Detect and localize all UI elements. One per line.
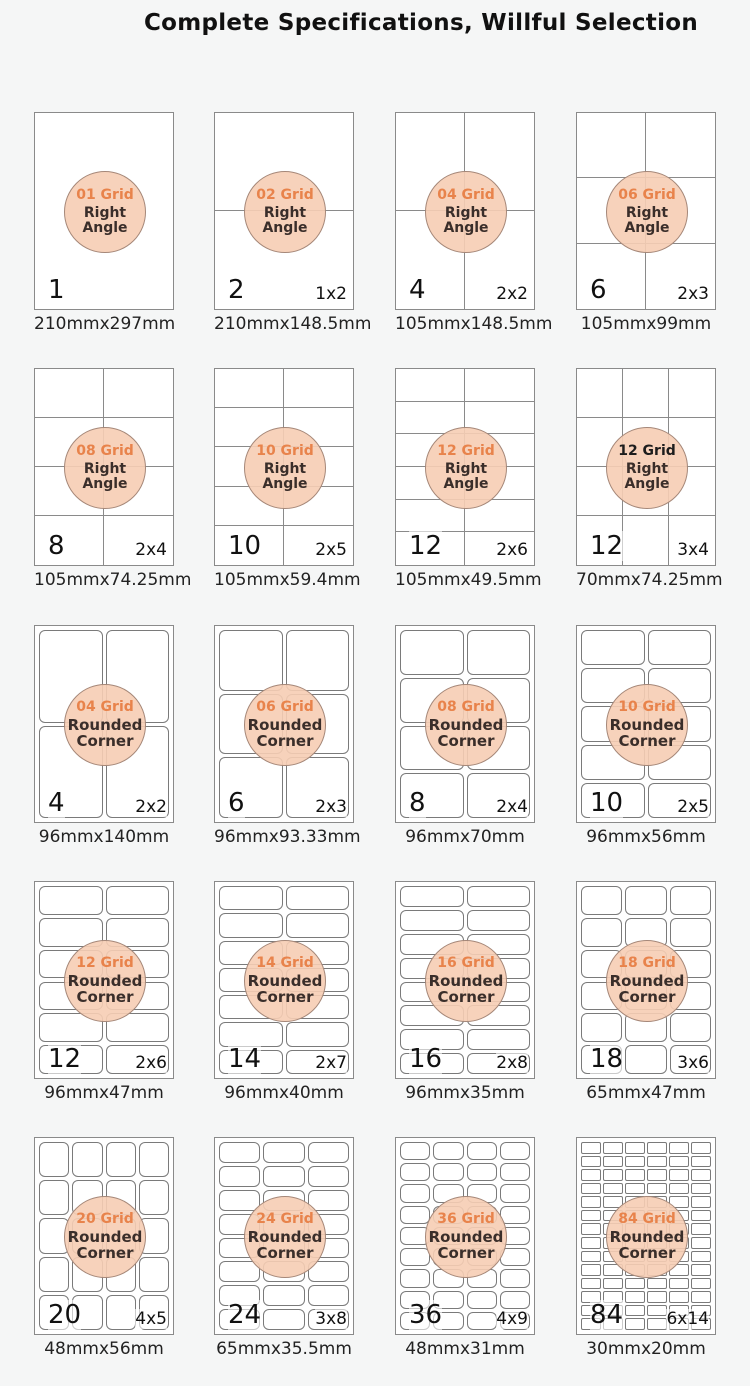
- label-count: 6: [590, 275, 607, 305]
- label-cell: [581, 1142, 601, 1154]
- page-title: Complete Specifications, Willful Selection: [143, 10, 699, 36]
- label-cell: [625, 1278, 645, 1290]
- label-cell: [400, 1184, 430, 1202]
- sheet-preview: [34, 368, 174, 566]
- label-spec-card[interactable]: [214, 368, 361, 590]
- label-cell: [670, 886, 711, 915]
- label-spec-card[interactable]: [395, 368, 542, 590]
- label-cell: [308, 1285, 349, 1306]
- label-size: 96mmx47mm: [44, 1083, 164, 1103]
- grid-badge: [606, 427, 688, 509]
- label-cell: [400, 1248, 430, 1266]
- corner-type-label: Rounded Corner: [247, 1228, 323, 1262]
- grid-label: 06 Grid: [256, 699, 314, 716]
- label-cell: [670, 1013, 711, 1042]
- label-cell: [104, 369, 173, 418]
- label-cell: [219, 1190, 260, 1211]
- label-cell: [691, 1169, 711, 1181]
- label-cell: [603, 1183, 623, 1195]
- grid-badge: [64, 940, 146, 1022]
- label-cell: [691, 1278, 711, 1290]
- label-cell: [647, 1318, 667, 1330]
- sheet-preview: [214, 1137, 354, 1335]
- sheet-preview: [576, 625, 716, 823]
- label-cell: [581, 630, 645, 665]
- label-cell: [691, 1142, 711, 1154]
- label-count: 8: [409, 788, 426, 818]
- label-cell: [219, 1166, 260, 1187]
- label-cell: [625, 1045, 666, 1074]
- label-spec-card[interactable]: [214, 881, 354, 1103]
- label-cell: [139, 1257, 169, 1292]
- label-cell: [500, 1163, 530, 1181]
- label-spec-card[interactable]: [34, 368, 192, 590]
- grid-label: 08 Grid: [437, 699, 495, 716]
- label-cell: [577, 244, 646, 309]
- grid-layout: 3x4: [677, 540, 709, 560]
- label-size: 96mmx93.33mm: [214, 827, 361, 847]
- label-cell: [467, 630, 531, 675]
- grid-label: 84 Grid: [618, 1211, 676, 1228]
- label-cell: [396, 369, 465, 402]
- label-cell: [577, 113, 646, 178]
- label-spec-card[interactable]: [395, 112, 553, 334]
- corner-type-label: Right Angle: [443, 205, 489, 236]
- label-cell: [581, 1278, 601, 1290]
- label-cell: [400, 1269, 430, 1287]
- label-count: 4: [48, 788, 65, 818]
- label-cell: [603, 1169, 623, 1181]
- label-size: 96mmx56mm: [586, 827, 706, 847]
- label-cell: [581, 1251, 601, 1263]
- label-cell: [35, 516, 104, 565]
- label-cell: [500, 1269, 530, 1287]
- grid-badge: [425, 940, 507, 1022]
- sheet-preview: [34, 625, 174, 823]
- label-count: 2: [228, 275, 245, 305]
- grid-badge: [425, 1196, 507, 1278]
- label-cell: [625, 1156, 645, 1168]
- sheet-preview: [395, 625, 535, 823]
- label-cell: [669, 1291, 689, 1303]
- corner-type-label: Rounded Corner: [67, 972, 143, 1006]
- label-cell: [691, 1196, 711, 1208]
- label-cell: [35, 369, 104, 418]
- label-cell: [500, 1291, 530, 1309]
- label-cell: [106, 1295, 136, 1330]
- label-cell: [625, 1169, 645, 1181]
- label-count: 10: [228, 531, 262, 561]
- label-cell: [219, 886, 283, 910]
- label-cell: [219, 630, 283, 691]
- grid-label: 08 Grid: [76, 443, 134, 460]
- corner-type-label: Rounded Corner: [428, 1228, 504, 1262]
- label-cell: [467, 1029, 531, 1050]
- label-cell: [669, 1142, 689, 1154]
- label-cell: [669, 1183, 689, 1195]
- label-size: 48mmx56mm: [44, 1339, 164, 1359]
- grid-badge: [64, 684, 146, 766]
- label-cell: [286, 630, 350, 691]
- label-cell: [467, 1142, 497, 1160]
- grid-badge: [64, 171, 146, 253]
- sheet-preview: [214, 112, 354, 310]
- label-count: 24: [228, 1300, 262, 1330]
- label-size: 105mmx49.5mm: [395, 570, 542, 590]
- grid-badge: [606, 940, 688, 1022]
- label-size: 96mmx140mm: [38, 827, 170, 847]
- grid-layout: 6x14: [666, 1309, 709, 1329]
- grid-layout: 2x7: [315, 1053, 347, 1073]
- grid-label: 10 Grid: [256, 443, 314, 460]
- label-spec-card[interactable]: [576, 112, 716, 334]
- label-cell: [670, 918, 711, 947]
- corner-type-label: Right Angle: [443, 461, 489, 492]
- grid-label: 20 Grid: [76, 1211, 134, 1228]
- label-cell: [263, 1166, 304, 1187]
- grid-label: 04 Grid: [437, 187, 495, 204]
- label-cell: [603, 1142, 623, 1154]
- label-cell: [581, 886, 622, 915]
- corner-type-label: Right Angle: [82, 461, 128, 492]
- label-cell: [669, 1278, 689, 1290]
- label-cell: [603, 1156, 623, 1168]
- label-cell: [648, 630, 712, 665]
- label-cell: [581, 1210, 601, 1222]
- label-cell: [433, 1142, 463, 1160]
- label-cell: [39, 886, 103, 915]
- label-count: 18: [590, 1044, 624, 1074]
- label-cell: [581, 1237, 601, 1249]
- grid-layout: 2x3: [315, 797, 347, 817]
- grid-layout: 2x6: [135, 1053, 167, 1073]
- grid-label: 12 Grid: [76, 955, 134, 972]
- label-cell: [577, 369, 623, 418]
- label-cell: [581, 1156, 601, 1168]
- grid-badge: [244, 427, 326, 509]
- label-cell: [581, 1264, 601, 1276]
- label-size: 48mmx31mm: [405, 1339, 525, 1359]
- corner-type-label: Rounded Corner: [247, 972, 323, 1006]
- label-cell: [139, 1180, 169, 1215]
- label-cell: [581, 1223, 601, 1235]
- label-cell: [400, 910, 464, 931]
- grid-badge: [606, 171, 688, 253]
- grid-layout: 2x5: [315, 540, 347, 560]
- label-cell: [219, 913, 283, 937]
- grid-label: 14 Grid: [256, 955, 314, 972]
- grid-layout: 1x2: [315, 284, 347, 304]
- label-cell: [106, 886, 170, 915]
- label-cell: [219, 1142, 260, 1163]
- label-spec-card[interactable]: [395, 1137, 535, 1359]
- sheet-preview: [395, 368, 535, 566]
- label-size: 105mmx99mm: [580, 314, 712, 334]
- label-cell: [623, 369, 669, 418]
- label-size: 210mmx297mm: [34, 314, 176, 334]
- grid-badge: [244, 1196, 326, 1278]
- label-cell: [625, 1183, 645, 1195]
- label-cell: [581, 918, 622, 947]
- grid-label: 01 Grid: [76, 187, 134, 204]
- label-cell: [691, 1291, 711, 1303]
- label-cell: [603, 1278, 623, 1290]
- label-cell: [433, 1163, 463, 1181]
- label-cell: [467, 1312, 497, 1330]
- sheet-preview: [34, 112, 174, 310]
- grid-label: 06 Grid: [618, 187, 676, 204]
- label-cell: [691, 1251, 711, 1263]
- sheet-preview: [214, 368, 354, 566]
- corner-type-label: Rounded Corner: [609, 972, 685, 1006]
- label-cell: [581, 1183, 601, 1195]
- sheet-preview: [214, 881, 354, 1079]
- label-size: 96mmx35mm: [405, 1083, 525, 1103]
- grid-label: 12 Grid: [618, 443, 676, 460]
- label-cell: [669, 1169, 689, 1181]
- label-cell: [308, 1166, 349, 1187]
- sheet-preview: [395, 112, 535, 310]
- label-cell: [646, 113, 715, 178]
- label-cell: [400, 1142, 430, 1160]
- label-count: 8: [48, 531, 65, 561]
- grid-badge: [244, 684, 326, 766]
- label-cell: [500, 1206, 530, 1224]
- label-cell: [400, 1163, 430, 1181]
- grid-layout: 4x9: [496, 1309, 528, 1329]
- label-cell: [647, 1305, 667, 1317]
- label-spec-card[interactable]: [576, 881, 716, 1103]
- corner-type-label: Rounded Corner: [428, 972, 504, 1006]
- corner-type-label: Right Angle: [624, 461, 670, 492]
- label-spec-card[interactable]: [214, 112, 372, 334]
- grid-layout: 2x4: [135, 540, 167, 560]
- label-cell: [465, 369, 534, 402]
- label-cell: [39, 1257, 69, 1292]
- label-cell: [500, 1184, 530, 1202]
- label-spec-card[interactable]: [214, 1137, 354, 1359]
- label-cell: [691, 1223, 711, 1235]
- label-count: 14: [228, 1044, 262, 1074]
- label-cell: [500, 1142, 530, 1160]
- label-cell: [581, 1013, 622, 1042]
- grid-layout: 2x3: [677, 284, 709, 304]
- grid-label: 12 Grid: [437, 443, 495, 460]
- corner-type-label: Right Angle: [82, 205, 128, 236]
- label-cell: [263, 1142, 304, 1163]
- label-count: 10: [590, 788, 624, 818]
- label-spec-card[interactable]: [576, 368, 723, 590]
- label-count: 12: [409, 531, 443, 561]
- label-cell: [106, 1142, 136, 1177]
- label-count: 16: [409, 1044, 443, 1074]
- label-spec-card[interactable]: [576, 625, 716, 847]
- corner-type-label: Rounded Corner: [428, 716, 504, 750]
- label-cell: [581, 1169, 601, 1181]
- label-count: 20: [48, 1300, 82, 1330]
- sheet-preview: [395, 1137, 535, 1335]
- corner-type-label: Right Angle: [624, 205, 670, 236]
- corner-type-label: Rounded Corner: [609, 1228, 685, 1262]
- sheet-preview: [576, 1137, 716, 1335]
- label-size: 105mmx148.5mm: [395, 314, 553, 334]
- label-spec-card[interactable]: [576, 1137, 716, 1359]
- sheet-preview: [34, 1137, 174, 1335]
- grid-layout: 2x5: [677, 797, 709, 817]
- label-cell: [263, 1309, 304, 1330]
- sheet-preview: [395, 881, 535, 1079]
- label-cell: [647, 1169, 667, 1181]
- corner-type-label: Rounded Corner: [609, 716, 685, 750]
- label-cell: [467, 910, 531, 931]
- sheet-preview: [576, 112, 716, 310]
- grid-layout: 2x8: [496, 1053, 528, 1073]
- label-cell: [691, 1210, 711, 1222]
- grid-badge: [244, 171, 326, 253]
- label-cell: [647, 1142, 667, 1154]
- grid-label: 24 Grid: [256, 1211, 314, 1228]
- label-cell: [625, 886, 666, 915]
- label-cell: [467, 886, 531, 907]
- label-cell: [647, 1278, 667, 1290]
- grid-layout: 2x4: [496, 797, 528, 817]
- label-cell: [286, 913, 350, 937]
- grid-label: 02 Grid: [256, 187, 314, 204]
- label-cell: [308, 1142, 349, 1163]
- label-cell: [400, 630, 464, 675]
- corner-type-label: Right Angle: [262, 205, 308, 236]
- grid-badge: [425, 427, 507, 509]
- label-size: 210mmx148.5mm: [214, 314, 372, 334]
- label-cell: [691, 1237, 711, 1249]
- label-cell: [647, 1183, 667, 1195]
- label-size: 30mmx20mm: [586, 1339, 706, 1359]
- corner-type-label: Rounded Corner: [67, 1228, 143, 1262]
- label-cell: [625, 1305, 645, 1317]
- label-cell: [467, 1291, 497, 1309]
- label-spec-card[interactable]: [34, 881, 174, 1103]
- label-size: 96mmx40mm: [224, 1083, 344, 1103]
- label-spec-card[interactable]: [34, 112, 174, 334]
- grid-label: 36 Grid: [437, 1211, 495, 1228]
- label-cell: [625, 1142, 645, 1154]
- label-cell: [263, 1285, 304, 1306]
- label-cell: [647, 1291, 667, 1303]
- label-spec-card[interactable]: [395, 881, 535, 1103]
- label-cell: [581, 1196, 601, 1208]
- label-cell: [286, 886, 350, 910]
- grid-badge: [606, 684, 688, 766]
- label-count: 12: [590, 531, 624, 561]
- grid-layout: 2x2: [496, 284, 528, 304]
- label-cell: [669, 369, 715, 418]
- label-size: 105mmx59.4mm: [214, 570, 361, 590]
- grid-badge: [64, 427, 146, 509]
- label-cell: [72, 1142, 102, 1177]
- label-cell: [467, 1163, 497, 1181]
- grid-label: 10 Grid: [618, 699, 676, 716]
- label-spec-card[interactable]: [214, 625, 361, 847]
- label-cell: [691, 1156, 711, 1168]
- grid-layout: 3x6: [677, 1053, 709, 1073]
- label-count: 84: [590, 1300, 624, 1330]
- label-cell: [400, 1206, 430, 1224]
- label-cell: [286, 1022, 350, 1046]
- label-spec-card[interactable]: [34, 1137, 174, 1359]
- label-size: 65mmx35.5mm: [216, 1339, 352, 1359]
- label-spec-card[interactable]: [34, 625, 174, 847]
- grid-badge: [606, 1196, 688, 1278]
- label-size: 65mmx47mm: [586, 1083, 706, 1103]
- label-cell: [215, 369, 284, 408]
- label-cell: [400, 886, 464, 907]
- grid-layout: 2x6: [496, 540, 528, 560]
- sheet-preview: [576, 881, 716, 1079]
- label-size: 70mmx74.25mm: [576, 570, 723, 590]
- label-cell: [691, 1264, 711, 1276]
- grid-label: 18 Grid: [618, 955, 676, 972]
- sheet-preview: [34, 881, 174, 1079]
- label-cell: [647, 1156, 667, 1168]
- label-cell: [625, 1318, 645, 1330]
- label-count: 4: [409, 275, 426, 305]
- label-cell: [284, 369, 353, 408]
- label-count: 1: [48, 275, 65, 305]
- grid-badge: [244, 940, 326, 1022]
- label-count: 12: [48, 1044, 82, 1074]
- grid-badge: [425, 171, 507, 253]
- label-cell: [139, 1142, 169, 1177]
- label-count: 6: [228, 788, 245, 818]
- label-spec-card[interactable]: [395, 625, 535, 847]
- grid-badge: [425, 684, 507, 766]
- corner-type-label: Rounded Corner: [247, 716, 323, 750]
- label-size: 96mmx70mm: [405, 827, 525, 847]
- label-cell: [39, 1180, 69, 1215]
- sheet-preview: [214, 625, 354, 823]
- label-cell: [625, 1291, 645, 1303]
- grid-label: 16 Grid: [437, 955, 495, 972]
- corner-type-label: Rounded Corner: [67, 716, 143, 750]
- label-size: 105mmx74.25mm: [34, 570, 192, 590]
- label-cell: [669, 1156, 689, 1168]
- grid-label: 04 Grid: [76, 699, 134, 716]
- corner-type-label: Right Angle: [262, 461, 308, 492]
- label-cell: [691, 1183, 711, 1195]
- grid-badge: [64, 1196, 146, 1278]
- sheet-preview: [576, 368, 716, 566]
- grid-layout: 3x8: [315, 1309, 347, 1329]
- label-cell: [623, 516, 669, 565]
- label-count: 36: [409, 1300, 443, 1330]
- grid-layout: 4x5: [135, 1309, 167, 1329]
- grid-layout: 2x2: [135, 797, 167, 817]
- label-cell: [39, 1142, 69, 1177]
